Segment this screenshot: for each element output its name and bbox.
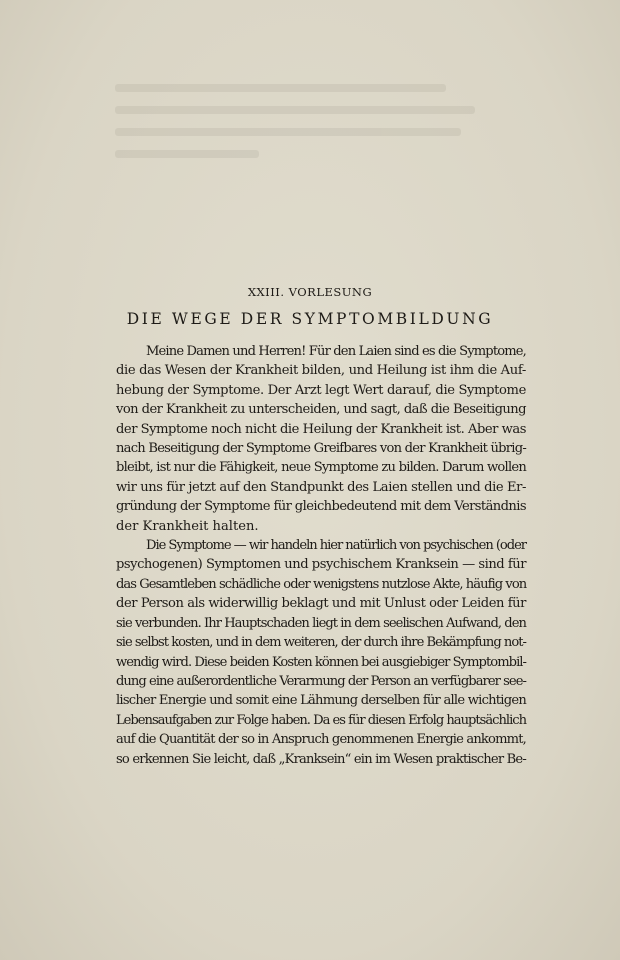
- text-line: gründung der Symptome für gleichbedeutend mit dem Verständnis: [116, 499, 526, 515]
- text-line: lischer Energie und somit eine Lähmung derselben für alle wichtigen: [116, 693, 526, 709]
- text-line: wir uns für jetzt auf den Standpunkt des Laien stellen und die Er-: [116, 479, 526, 495]
- text-line: der Person als widerwillig beklagt und mit Unlust oder Leiden für: [116, 596, 526, 612]
- text-line: dung eine außerordentliche Verarmung der Person an verfügbarer see-: [116, 673, 526, 689]
- text-line: Die Symptome — wir handeln hier natürlich von psychischen (oder: [146, 538, 526, 554]
- text-line: psychogenen) Symptomen und psychischem Kranksein — sind für: [116, 557, 526, 573]
- text-line: sie verbunden. Ihr Hauptschaden liegt in dem seelischen Aufwand, den: [116, 615, 526, 631]
- chapter-heading: XXIII. VORLESUNG: [247, 285, 373, 299]
- text-line: auf die Quantität der so in Anspruch genommenen Energie ankommt,: [116, 732, 526, 748]
- text-line: hebung der Symptome. Der Arzt legt Wert darauf, die Symptome: [116, 382, 526, 398]
- text-line: der Symptome noch nicht die Heilung der Krankheit ist. Aber was: [116, 421, 526, 437]
- text-line: wendig wird. Diese beiden Kosten können bei ausgiebiger Symptombil-: [116, 654, 526, 670]
- text-line: sie selbst kosten, und in dem weiteren, der durch ihre Bekämpfung not-: [116, 635, 526, 651]
- text-line: das Gesamtleben schädliche oder wenigstens nutzlose Akte, häufig von: [116, 576, 527, 592]
- paragraph-2: [116, 536, 526, 769]
- text-line: die das Wesen der Krankheit bilden, und Heilung ist ihm die Auf-: [116, 363, 526, 379]
- text-line: Lebensaufgaben zur Folge haben. Da es für diesen Erfolg hauptsächlich: [116, 712, 526, 728]
- text-line: der Krankheit halten.: [116, 518, 259, 534]
- text-line: von der Krankheit zu unterscheiden, und sagt, daß die Beseitigung: [116, 402, 526, 418]
- body-text: [116, 342, 526, 769]
- chapter-title: DIE WEGE DER SYMPTOMBILDUNG: [126, 310, 494, 328]
- text-line: so erkennen Sie leicht, daß „Kranksein“ ein im Wesen praktischer Be-: [116, 751, 526, 767]
- text-line: bleibt, ist nur die Fähigkeit, neue Symptome zu bilden. Darum wollen: [116, 460, 526, 476]
- paragraph-1: [116, 342, 526, 536]
- text-line: nach Beseitigung der Symptome Greifbares von der Krankheit übrig-: [116, 441, 526, 457]
- text-line: Meine Damen und Herren! Für den Laien sind es die Symptome,: [146, 344, 526, 359]
- bleed-through-text: [115, 70, 475, 170]
